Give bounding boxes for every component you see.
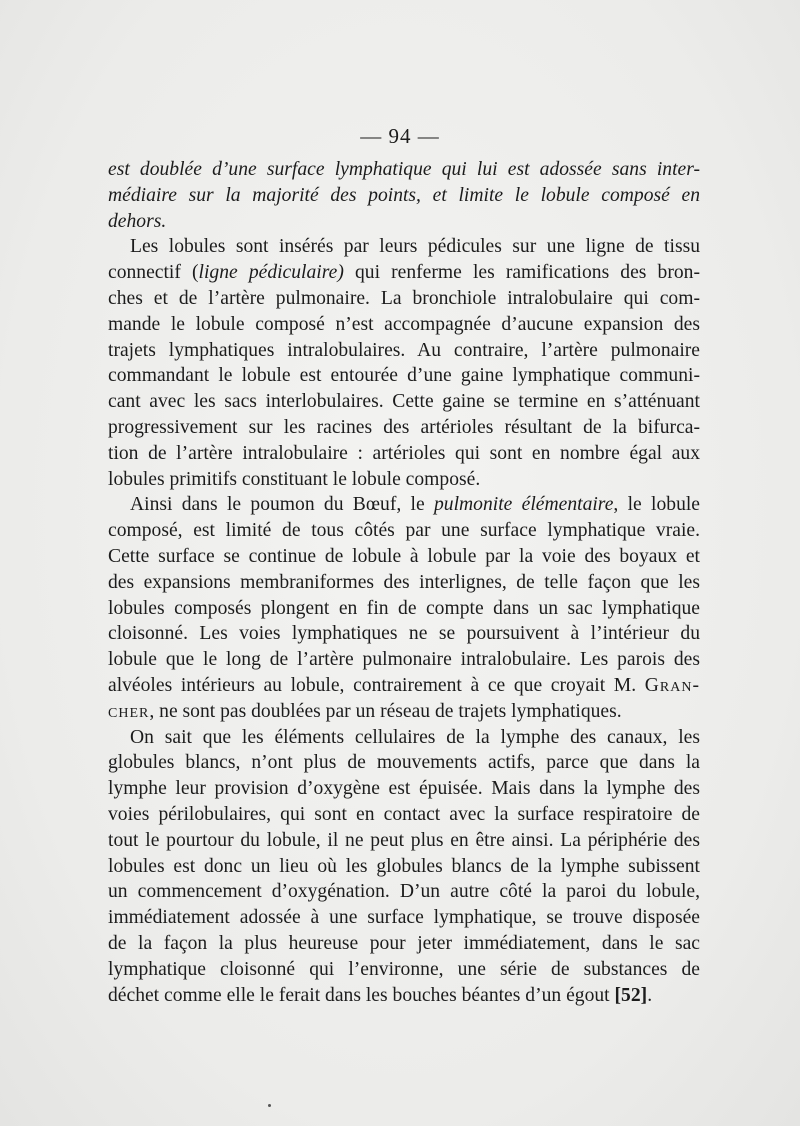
text-segment: qui renferme les ramifications des bron- bbox=[343, 262, 700, 284]
text-segment: lobule que le long de l’artère pulmonaire intralobulaire. Les parois des bbox=[108, 649, 700, 671]
text-segment: ches et de l’artère pulmonaire. La bronchiole intralobulaire qui com- bbox=[108, 287, 700, 309]
text-line bbox=[108, 183, 700, 209]
text-line bbox=[108, 234, 700, 260]
print-speck bbox=[268, 1104, 271, 1107]
text-segment: , ne sont pas doublées par un réseau de trajets lymphatiques. bbox=[149, 700, 622, 722]
text-line bbox=[108, 750, 700, 776]
text-segment: alvéoles intérieurs au lobule, contrairement à ce que croyait M. bbox=[108, 674, 645, 696]
text-line bbox=[108, 570, 700, 596]
text-segment: commandant le lobule est entourée d’une gaine lymphatique communi- bbox=[108, 365, 700, 387]
text-line bbox=[108, 157, 700, 183]
text-line bbox=[108, 544, 700, 570]
text-line bbox=[108, 983, 700, 1009]
text-segment: , le lobule bbox=[613, 494, 701, 516]
text-segment: composé, est limité de tous côtés par une surface lymphatique vraie. bbox=[108, 520, 700, 542]
text-segment: voies périlobulaires, qui sont en contact avec la surface respiratoire de bbox=[108, 803, 700, 825]
text-line bbox=[108, 931, 700, 957]
page-number: — 94 — bbox=[360, 124, 440, 148]
text-line bbox=[108, 879, 700, 905]
text-line bbox=[108, 725, 700, 751]
text-line bbox=[108, 441, 700, 467]
paragraph bbox=[108, 157, 700, 234]
text-segment: cant avec les sacs interlobulaires. Cette gaine se termine en s’atténuant bbox=[108, 391, 700, 413]
text-segment: ligne pédiculaire) bbox=[198, 262, 344, 284]
text-segment: des expansions membraniformes des interlignes, de telle façon que les bbox=[108, 571, 700, 593]
text-segment: pulmonite élémentaire bbox=[433, 494, 614, 516]
paragraph bbox=[108, 725, 700, 1009]
text-segment: déchet comme elle le ferait dans les bouches béantes d’un égout bbox=[108, 984, 615, 1006]
text-line bbox=[108, 492, 700, 518]
text-segment: . bbox=[647, 984, 653, 1006]
text-line bbox=[108, 286, 700, 312]
text-line bbox=[108, 415, 700, 441]
text-line bbox=[108, 596, 700, 622]
text-line bbox=[108, 647, 700, 673]
text-line bbox=[108, 802, 700, 828]
text-line bbox=[108, 828, 700, 854]
text-segment: lobules primitifs constituant le lobule composé. bbox=[108, 468, 481, 490]
text-segment: dehors. bbox=[108, 210, 167, 232]
body-text bbox=[108, 157, 700, 1008]
text-segment: On sait que les éléments cellulaires de la lymphe des canaux, les bbox=[130, 726, 700, 748]
text-segment: connectif ( bbox=[108, 262, 199, 284]
text-segment: Cette surface se continue de lobule à lobule par la voie des boyaux et bbox=[108, 545, 700, 567]
text-line bbox=[108, 621, 700, 647]
text-segment: immédiatement adossée à une surface lymphatique, se trouve disposée bbox=[108, 907, 700, 929]
text-segment: médiaire sur la majorité des points, et limite le lobule composé en bbox=[108, 184, 700, 206]
text-line bbox=[108, 518, 700, 544]
paragraph bbox=[108, 492, 700, 724]
text-segment: globules blancs, n’ont plus de mouvements actifs, parce que dans la bbox=[108, 752, 700, 774]
text-segment: progressivement sur les racines des artérioles résultant de la bifurca- bbox=[108, 416, 700, 438]
text-line bbox=[108, 338, 700, 364]
text-segment: lymphe leur provision d’oxygène est épuisée. Mais dans la lymphe des bbox=[108, 778, 700, 800]
reference-marker: [52] bbox=[614, 984, 648, 1006]
text-segment: Gran- bbox=[644, 674, 700, 696]
text-segment: trajets lymphatiques intralobulaires. Au contraire, l’artère pulmonaire bbox=[108, 339, 700, 361]
text-segment: un commencement d’oxygénation. D’un autre côté la paroi du lobule, bbox=[108, 881, 700, 903]
text-line bbox=[108, 957, 700, 983]
text-segment: lobules composés plongent en fin de compte dans un sac lymphatique bbox=[108, 597, 700, 619]
text-segment: cher bbox=[108, 700, 150, 722]
text-segment: cloisonné. Les voies lymphatiques ne se poursuivent à l’intérieur du bbox=[108, 623, 700, 645]
text-line bbox=[108, 905, 700, 931]
text-line bbox=[108, 854, 700, 880]
paragraph bbox=[108, 234, 700, 492]
text-line bbox=[108, 699, 700, 725]
text-line bbox=[108, 363, 700, 389]
text-line bbox=[108, 673, 700, 699]
text-segment: Ainsi dans le poumon du Bœuf, le bbox=[130, 494, 434, 516]
text-line bbox=[108, 209, 700, 235]
text-segment: lobules est donc un lieu où les globules blancs de la lymphe subissent bbox=[108, 855, 700, 877]
text-line bbox=[108, 467, 700, 493]
text-line bbox=[108, 260, 700, 286]
text-segment: tion de l’artère intralobulaire : artérioles qui sont en nombre égal aux bbox=[108, 442, 700, 464]
text-segment: mande le lobule composé n’est accompagnée d’aucune expansion des bbox=[108, 313, 700, 335]
text-segment: tout le pourtour du lobule, il ne peut plus en être ainsi. La périphérie des bbox=[108, 829, 700, 851]
text-line bbox=[108, 389, 700, 415]
text-segment: est doublée d’une surface lymphatique qui lui est adossée sans inter- bbox=[108, 159, 700, 180]
text-segment: de la façon la plus heureuse pour jeter immédiatement, dans le sac bbox=[108, 932, 700, 954]
text-line bbox=[108, 776, 700, 802]
text-segment: lymphatique cloisonné qui l’environne, une série de substances de bbox=[108, 958, 700, 980]
text-segment: Les lobules sont insérés par leurs pédicules sur une ligne de tissu bbox=[130, 236, 700, 258]
text-line bbox=[108, 312, 700, 338]
